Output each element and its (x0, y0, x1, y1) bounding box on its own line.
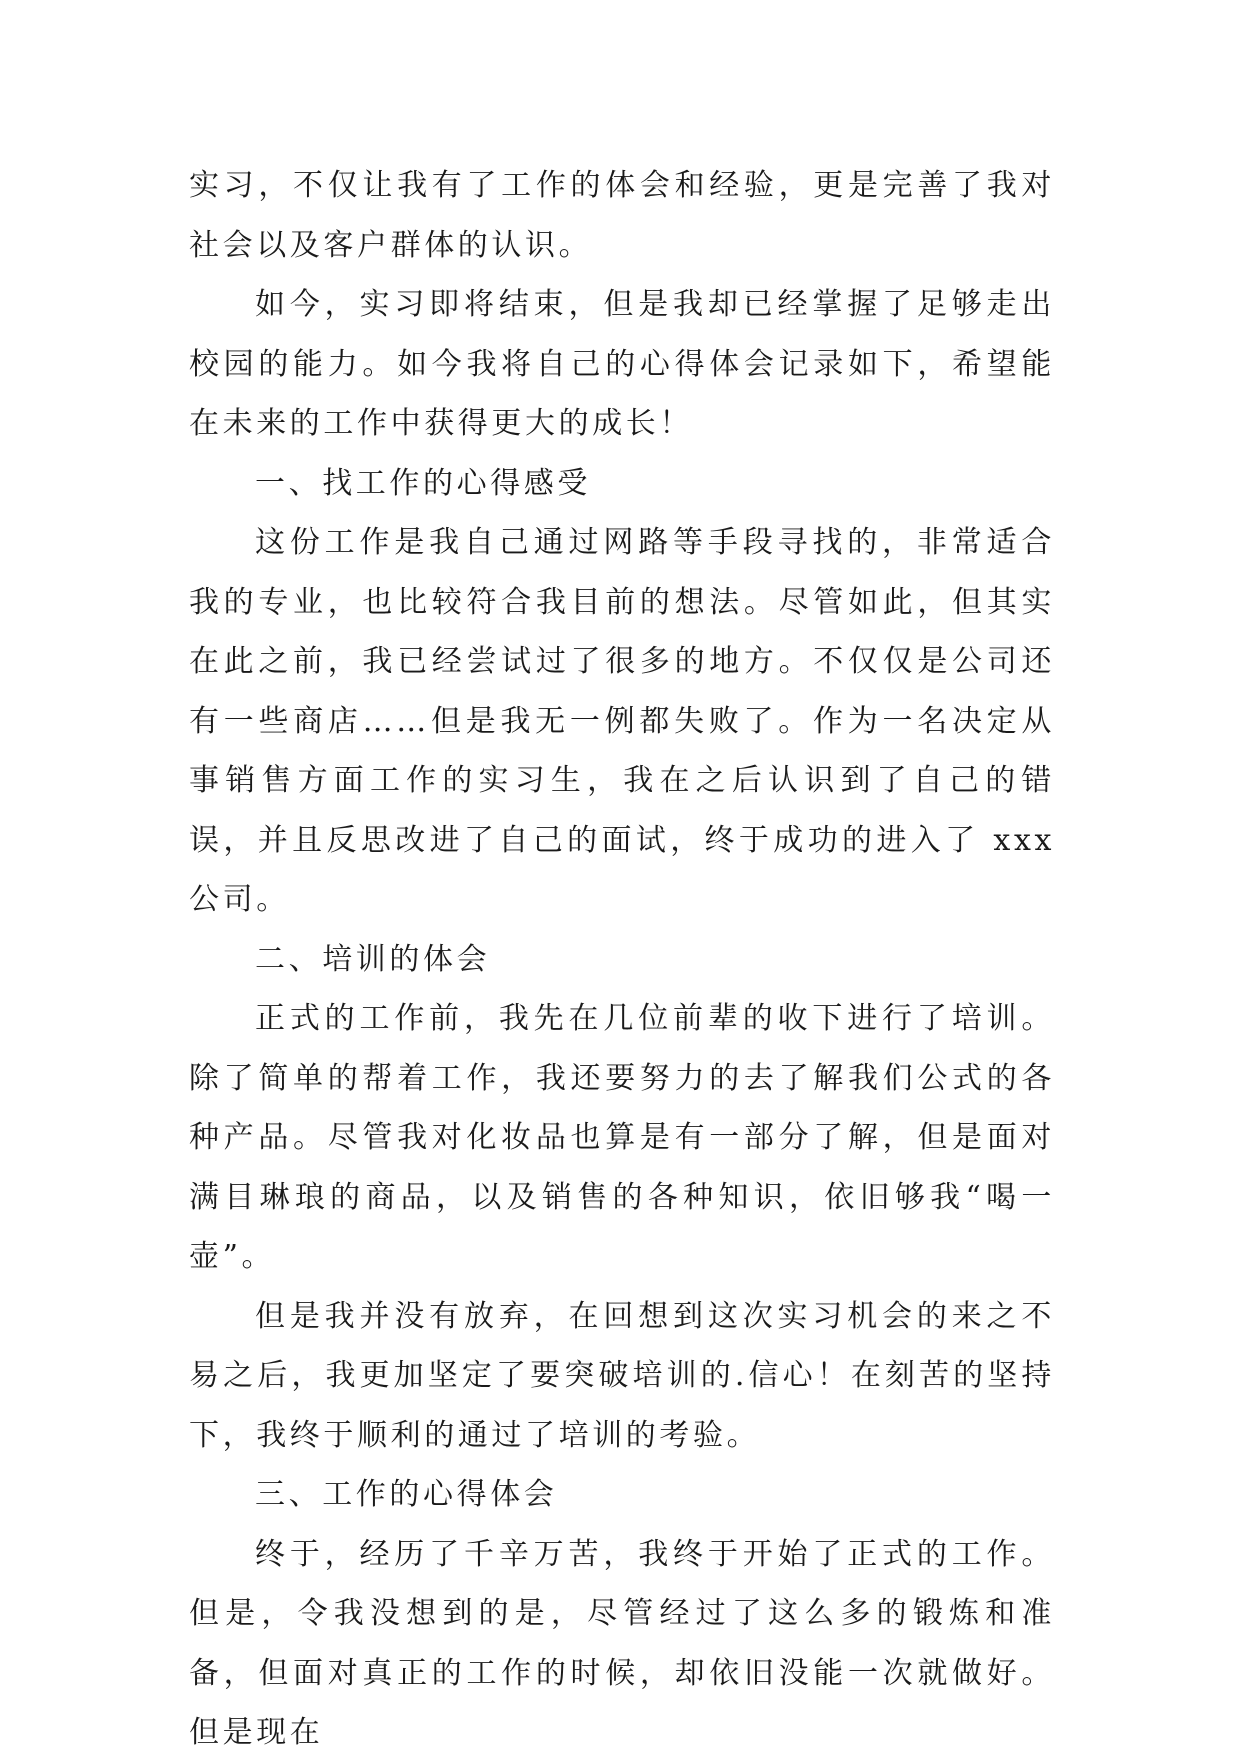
document-body (189, 156, 1055, 1763)
paragraph-intro-continuation: 实习，不仅让我有了工作的体会和经验，更是完善了我对社会以及客户群体的认识。 (189, 168, 1055, 263)
paragraph-job-search: 这份工作是我自己通过网路等手段寻找的，非常适合我的专业，也比较符合我目前的想法。尽管如此，但其实在此之前，我已经尝试过了很多的地方。不仅仅是公司还有一些商店……但是我无一例都失败了。作为一名决定从事销售方面工作的实习生，我在之后认识到了自己的错误，并且反思改进了自己的面试，终于成功的进入了 xxx 公司。 (189, 525, 1055, 917)
section-heading-work: 三、工作的心得体会 (255, 1477, 558, 1512)
section-heading-job-search: 一、找工作的心得感受 (255, 465, 591, 501)
paragraph-internship-ending: 如今，实习即将结束，但是我却已经掌握了足够走出校园的能力。如今我将自己的心得体会记录如下，希望能在未来的工作中获得更大的成长！ (189, 287, 1055, 441)
paragraph-training: 正式的工作前，我先在几位前辈的收下进行了培训。除了简单的帮着工作，我还要努力的去了解我们公式的各种产品。尽管我对化妆品也算是有一部分了解，但是面对满目琳琅的商品，以及销售的各种知识，依旧够我“喝一壶”。 (189, 1001, 1055, 1274)
paragraph-training-perseverance: 但是我并没有放弃，在回想到这次实习机会的来之不易之后，我更加坚定了要突破培训的.信心！在刻苦的坚持下，我终于顺利的通过了培训的考验。 (189, 1298, 1055, 1453)
section-heading-training: 二、培训的体会 (255, 941, 491, 977)
paragraph-work: 终于，经历了千辛万苦，我终于开始了正式的工作。但是，令我没想到的是，尽管经过了这么多的锻炼和准备，但面对真正的工作的时候，却依旧没能一次就做好。但是现在 (189, 1536, 1055, 1750)
